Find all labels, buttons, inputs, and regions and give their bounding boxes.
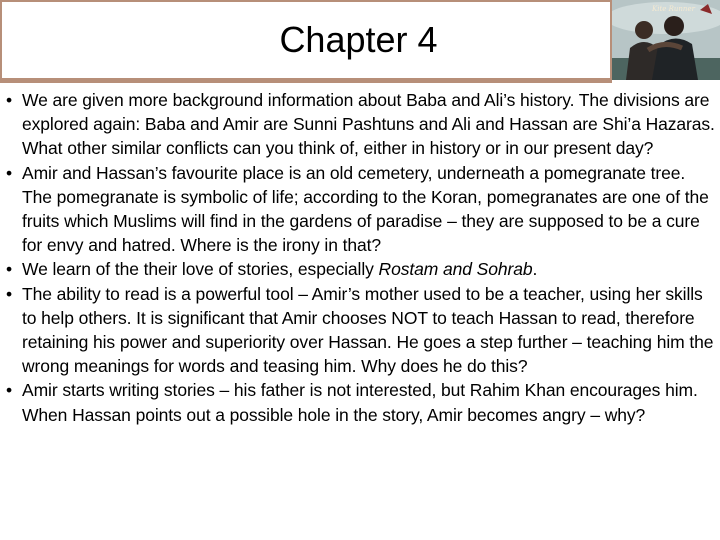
bullet-text: Amir and Hassan’s favourite place is an old cemetery, underneath a pomegranate tree. The pomegranate is symbolic of life; according to the Koran, pomegranates are one of the fruits which Muslims will find in the gardens of paradise – they are supposed to be a cure for envy and hatred. Where is the irony in that? (22, 162, 709, 256)
bullet-text: The ability to read is a powerful tool – Amir’s mother used to be a teacher, using her skills to help others. It is significant that Amir chooses NOT to teach Hassan to read, therefore retaining his power and superiority over Hassan. He goes a step further – teaching him the wrong meanings for words and teasing him. Why does he do this? (22, 283, 714, 377)
bullet-text-end: . (532, 259, 538, 280)
bullet-text: Amir starts writing stories – his father is not interested, but Rahim Khan encourages him. When Hassan points out a possible hole in the story, Amir becomes angry – why? (22, 380, 698, 425)
bullet-item (4, 88, 716, 161)
story-title-emphasis: Rostam and Sohrab (378, 259, 533, 280)
bullet-item (4, 161, 716, 258)
bullet-item (4, 378, 716, 426)
bullet-text: We learn of the their love of stories, especially (22, 259, 379, 280)
bullet-item (4, 257, 716, 281)
slide-title: Chapter 4 (279, 19, 438, 60)
bullet-text: We are given more background information about Baba and Ali’s history. The divisions are explored again: Baba and Amir are Sunni Pashtuns and Ali and Hassan are Shi’a Hazaras. What other similar conflicts can you think of, either in history or in our present day? (22, 90, 715, 159)
book-cover-image (612, 0, 720, 80)
title-bar (0, 0, 612, 80)
cover-title-text: Kite Runner (652, 5, 695, 13)
title-divider (0, 80, 612, 83)
bullet-item (4, 282, 716, 379)
bullet-list (4, 88, 716, 427)
